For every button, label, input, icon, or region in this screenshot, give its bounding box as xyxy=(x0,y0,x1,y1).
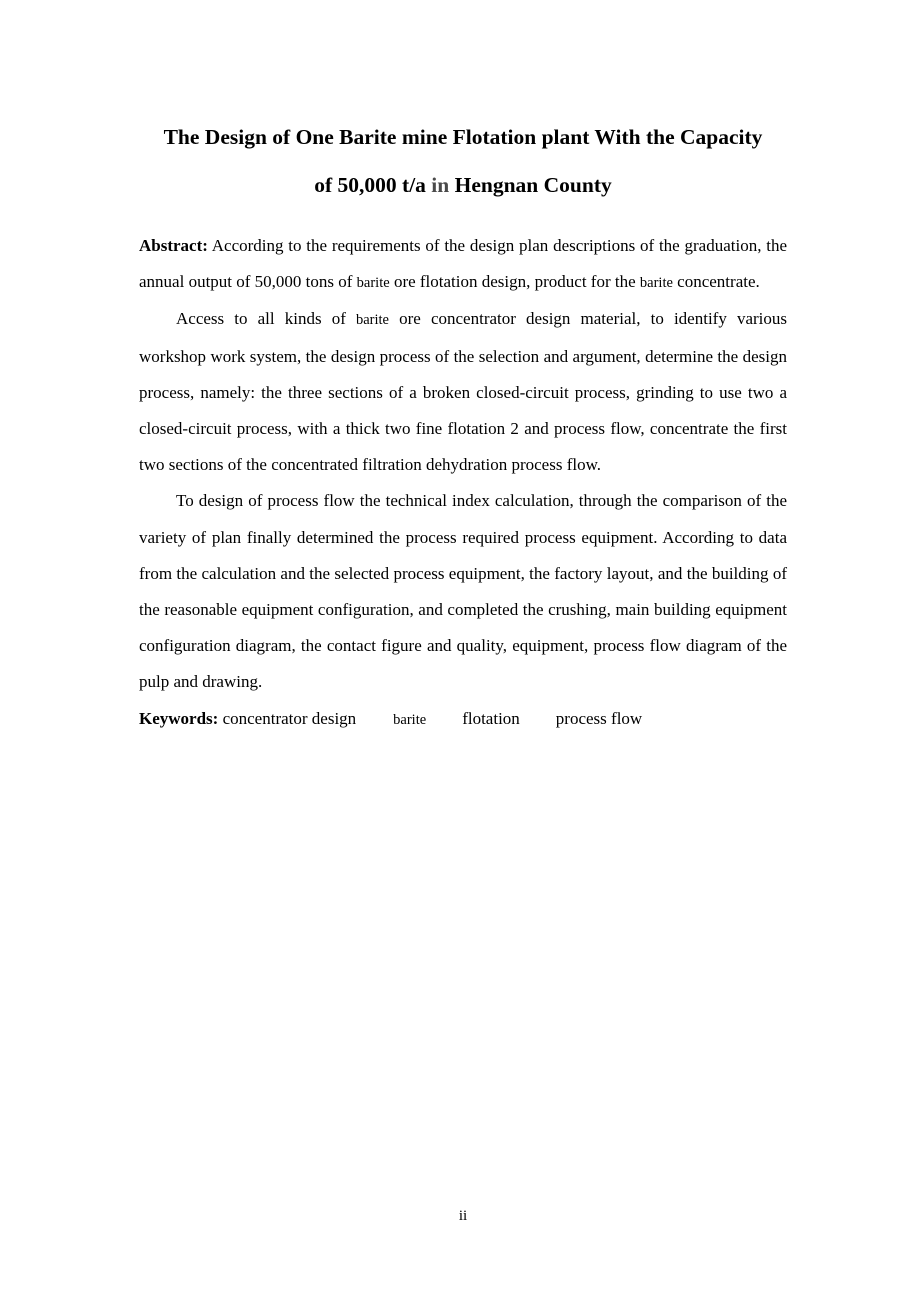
keywords-label: Keywords: xyxy=(139,708,219,728)
title-line-2 xyxy=(120,170,806,200)
title-line-2-start: of 50,000 t/a xyxy=(314,173,432,197)
keyword-item: flotation xyxy=(462,708,520,728)
abstract-p2-part-a: Access to all kinds of xyxy=(176,309,356,329)
title-word-in: in xyxy=(431,173,450,197)
keyword-item: barite xyxy=(393,711,427,728)
keyword-item: process flow xyxy=(555,708,643,728)
abstract-p1-part-b: ore flotation design, product for the xyxy=(389,272,640,292)
title-line-2-end: Hengnan County xyxy=(449,173,612,197)
keyword-item: concentrator design xyxy=(222,708,357,728)
abstract-p2-part-b: ore concentrator design material, to identify various workshop work system, the design process of the selection and argument, determine the design process, namely: the three sections of a broken closed-circuit process, grinding to use two a closed-circuit process, with a thick two fine flotation 2 and process flow, concentrate the first two sections of the concentrated filtration dehydration process flow. xyxy=(139,309,787,475)
title-line-1: The Design of One Barite mine Flotation plant With the Capacity xyxy=(163,125,763,149)
page-number: ii xyxy=(458,1208,468,1224)
abstract-p1-part-a: According to the requirements of the design plan descriptions of the graduation, the annual output of 50,000 tons of xyxy=(139,236,787,292)
abstract-p1-barite-2: barite xyxy=(639,275,673,292)
abstract-body xyxy=(139,228,787,738)
abstract-paragraph-3: To design of process flow the technical index calculation, through the comparison of the variety of plan finally determined the process required process equipment. According to data from the calculation and the selected process equipment, the factory layout, and the building of the reasonable equipment configuration, and completed the crushing, main building equipment configuration diagram, the contact figure and quality, equipment, process flow diagram of the pulp and drawing. xyxy=(139,491,787,692)
abstract-paragraph-2 xyxy=(139,301,787,483)
abstract-p1-barite-1: barite xyxy=(356,275,390,292)
abstract-p1-part-c: concentrate. xyxy=(672,272,760,292)
abstract-paragraph-1 xyxy=(139,228,787,301)
abstract-p2-barite: barite xyxy=(355,312,389,329)
abstract-label: Abstract: xyxy=(139,236,208,255)
keywords-line xyxy=(139,701,787,738)
